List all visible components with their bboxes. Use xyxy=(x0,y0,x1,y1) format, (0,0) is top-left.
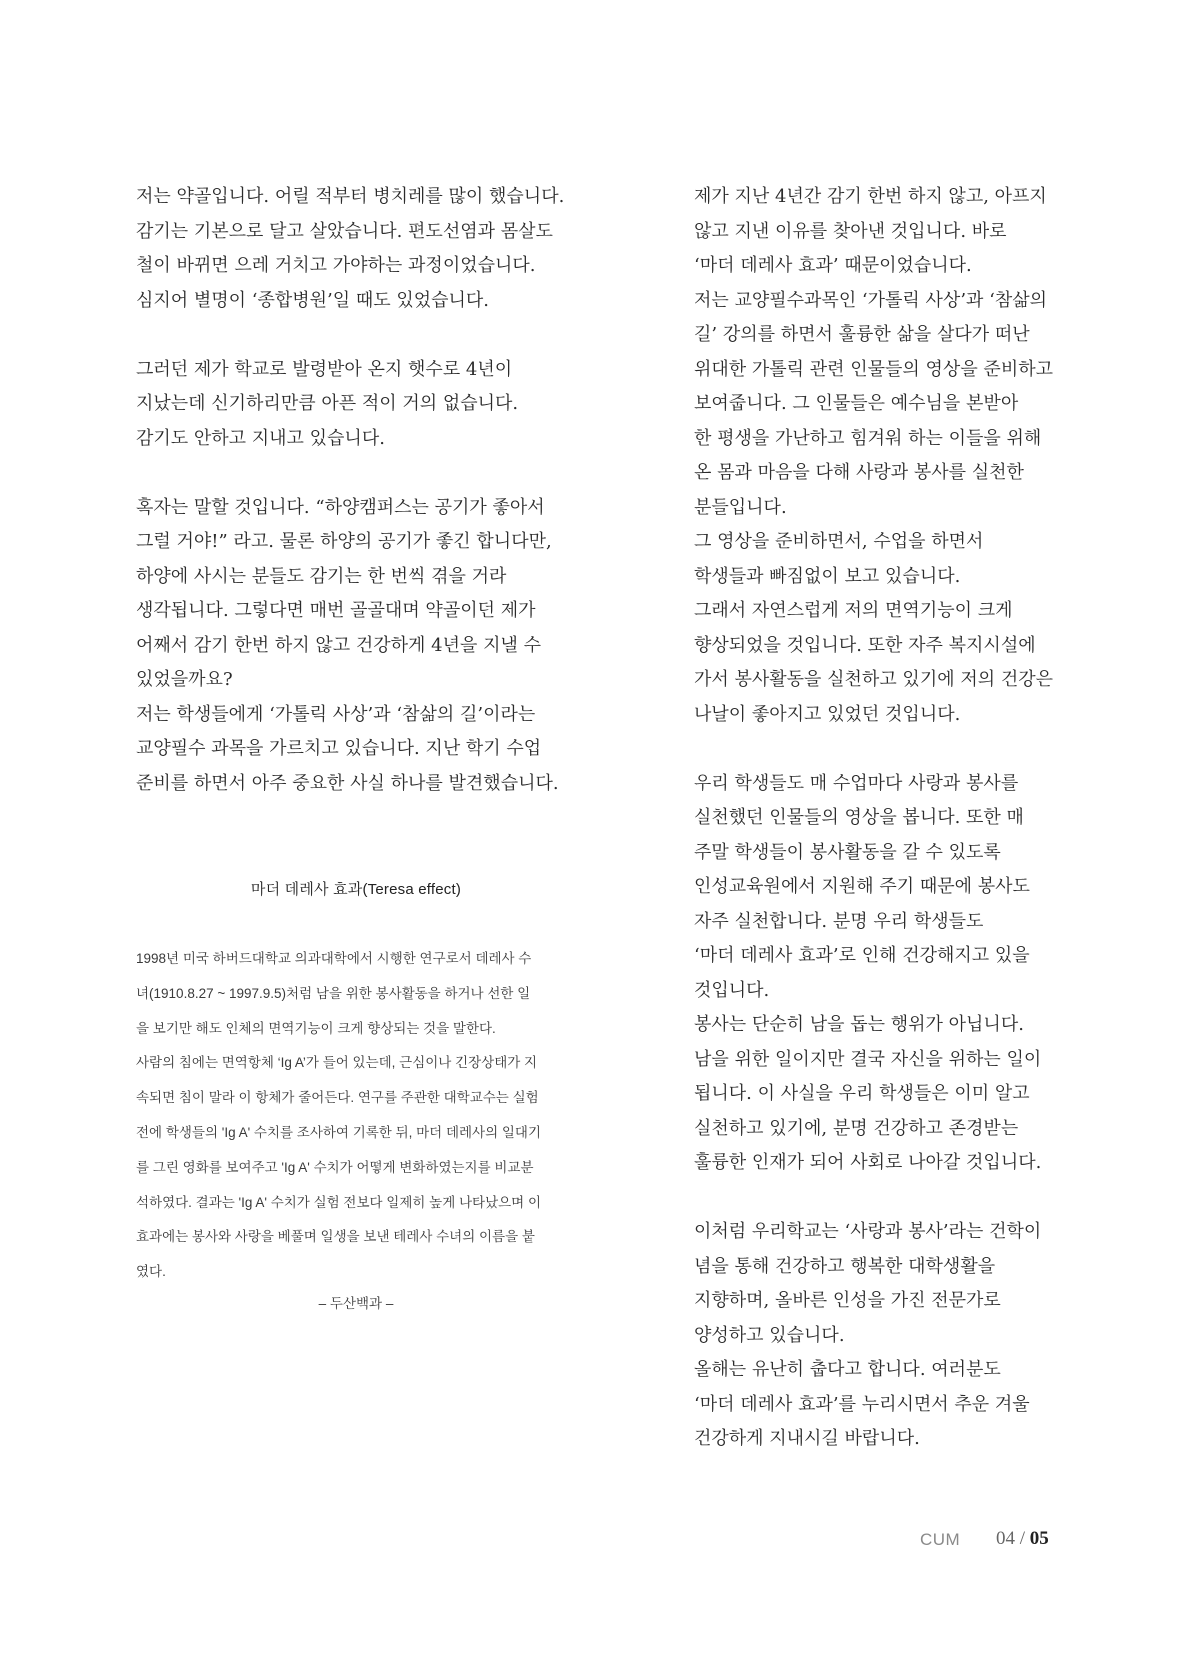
text-line: 혹자는 말할 것입니다. “하양캠퍼스는 공기가 좋아서 xyxy=(136,496,545,518)
text-line: ‘마더 데레사 효과’로 인해 건강해지고 있을 xyxy=(694,945,1030,966)
page-numbers xyxy=(996,1528,1049,1550)
text-line: ‘마더 데레사 효과’를 누리시면서 추운 겨울 xyxy=(694,1393,1030,1415)
sidebar-body xyxy=(136,942,586,1290)
sidebar-line: 속되면 침이 말라 이 항체가 줄어든다. 연구를 주관한 대학교수는 실험 xyxy=(136,1090,539,1106)
text-line: 철이 바뀌면 으레 거치고 가야하는 과정이었습니다. xyxy=(136,255,536,276)
text-line: 저는 학생들에게 ‘가톨릭 사상’과 ‘참삶의 길’이라는 xyxy=(136,703,536,725)
text-line: 준비를 하면서 아주 중요한 사실 하나를 발견했습니다. xyxy=(136,772,559,794)
text-line: 있었을까요? xyxy=(136,669,233,690)
text-line: 저는 약골입니다. 어릴 적부터 병치레를 많이 했습니다. xyxy=(136,186,565,207)
text-line: 하양에 사시는 분들도 감기는 한 번씩 겪을 거라 xyxy=(136,565,507,587)
text-line: 그럴 거야!” 라고. 물론 하양의 공기가 좋긴 합니다만, xyxy=(136,531,552,552)
text-line: 건강하게 지내시길 바랍니다. xyxy=(694,1428,920,1449)
text-line: 제가 지난 4년간 감기 한번 하지 않고, 아프지 xyxy=(694,186,1047,207)
paragraph-gap xyxy=(694,1181,1074,1216)
text-line: 봉사는 단순히 남을 돕는 행위가 아닙니다. xyxy=(694,1014,1024,1035)
text-line: 감기는 기본으로 달고 살았습니다. 편도선염과 몸살도 xyxy=(136,220,553,242)
left-paragraph-1 xyxy=(136,180,576,318)
text-line: 위대한 가톨릭 관련 인물들의 영상을 준비하고 xyxy=(694,358,1053,380)
paragraph-gap xyxy=(136,456,576,491)
paragraph-gap xyxy=(694,732,1074,767)
page-separator: / xyxy=(1019,1528,1026,1549)
sidebar-line: 를 그린 영화를 보여주고 'Ig A' 수치가 어떻게 변화하였는지를 비교분 xyxy=(136,1159,534,1175)
text-line: 것입니다. xyxy=(694,979,770,1001)
magazine-brand: CUM xyxy=(920,1530,961,1549)
text-line: 됩니다. 이 사실을 우리 학생들은 이미 알고 xyxy=(694,1083,1030,1104)
sidebar-title: 마더 데레사 효과(Teresa effect) xyxy=(250,881,462,898)
text-line: 생각됩니다. 그렇다면 매번 골골대며 약골이던 제가 xyxy=(136,600,536,621)
text-line: 실천했던 인물들의 영상을 봅니다. 또한 매 xyxy=(694,807,1024,828)
text-line: 훌륭한 인재가 되어 사회로 나아갈 것입니다. xyxy=(694,1152,1042,1173)
page-number-right: 05 xyxy=(1029,1528,1049,1549)
sidebar-line: 1998년 미국 하버드대학교 의과대학에서 시행한 연구로서 데레사 수 xyxy=(136,951,532,966)
text-line: 양성하고 있습니다. xyxy=(694,1324,845,1346)
sidebar-line: 전에 학생들의 'Ig A' 수치를 조사하여 기록한 뒤, 마더 데레사의 일대기 xyxy=(136,1124,541,1140)
paragraph-gap xyxy=(136,318,576,353)
text-line: 올해는 유난히 춥다고 합니다. 여러분도 xyxy=(694,1359,1001,1380)
text-line: 지났는데 신기하리만큼 아픈 적이 거의 없습니다. xyxy=(136,393,519,414)
sidebar-line: 사람의 침에는 면역항체 ‘Ig A’가 들어 있는데, 근심이나 긴장상태가 지 xyxy=(136,1055,538,1071)
text-line: 주말 학생들이 봉사활동을 갈 수 있도록 xyxy=(694,841,1001,863)
text-line: 분들입니다. xyxy=(694,496,787,518)
right-paragraph-1 xyxy=(694,180,1074,732)
page-footer xyxy=(920,1528,1070,1558)
text-line: 길’ 강의를 하면서 훌륭한 삶을 살다가 떠난 xyxy=(694,324,1030,345)
text-line: 나날이 좋아지고 있었던 것입니다. xyxy=(694,703,961,725)
right-paragraph-2 xyxy=(694,767,1074,1181)
text-line: 한 평생을 가난하고 힘겨워 하는 이들을 위해 xyxy=(694,427,1042,449)
text-line: ‘마더 데레사 효과’ 때문이었습니다. xyxy=(694,255,972,276)
text-line: 보여줍니다. 그 인물들은 예수님을 본받아 xyxy=(694,393,1019,414)
right-column xyxy=(694,180,1074,1457)
text-line: 감기도 안하고 지내고 있습니다. xyxy=(136,427,385,449)
page-number-left: 04 xyxy=(996,1528,1015,1549)
text-line: 그 영상을 준비하면서, 수업을 하면서 xyxy=(694,531,984,552)
text-line: 않고 지낸 이유를 찾아낸 것입니다. 바로 xyxy=(694,220,1007,242)
sidebar-line: 녀(1910.8.27 ~ 1997.9.5)처럼 남을 위한 봉사활동을 하거나 선한 일 xyxy=(136,985,531,1001)
text-line: 온 몸과 마음을 다해 사랑과 봉사를 실천한 xyxy=(694,462,1024,483)
left-paragraph-3 xyxy=(136,491,576,802)
sidebar-line: 석하였다. 결과는 'Ig A' 수치가 실험 전보다 일제히 높게 나타났으며 이 xyxy=(136,1194,541,1210)
text-line: 념을 통해 건강하고 행복한 대학생활을 xyxy=(694,1255,996,1277)
text-line: 우리 학생들도 매 수업마다 사랑과 봉사를 xyxy=(694,772,1019,794)
text-line: 인성교육원에서 지원해 주기 때문에 봉사도 xyxy=(694,876,1030,897)
sidebar-line: 을 보기만 해도 인체의 면역기능이 크게 향상되는 것을 말한다. xyxy=(136,1020,496,1036)
sidebar-source: – 두산백과 – xyxy=(318,1296,394,1311)
right-paragraph-3 xyxy=(694,1215,1074,1457)
text-line: 그래서 자연스럽게 저의 면역기능이 크게 xyxy=(694,600,1013,621)
text-line: 실천하고 있기에, 분명 건강하고 존경받는 xyxy=(694,1117,1019,1139)
text-line: 가서 봉사활동을 실천하고 있기에 저의 건강은 xyxy=(694,669,1053,690)
text-line: 향상되었을 것입니다. 또한 자주 복지시설에 xyxy=(694,634,1036,656)
text-line: 남을 위한 일이지만 결국 자신을 위하는 일이 xyxy=(694,1048,1042,1070)
text-line: 저는 교양필수과목인 ‘가톨릭 사상’과 ‘참삶의 xyxy=(694,289,1048,311)
text-line: 교양필수 과목을 가르치고 있습니다. 지난 학기 수업 xyxy=(136,738,542,759)
left-column xyxy=(136,180,576,801)
text-line: 심지어 별명이 ‘종합병원’일 때도 있었습니다. xyxy=(136,289,490,311)
text-line: 학생들과 빠짐없이 보고 있습니다. xyxy=(694,565,961,587)
text-line: 이처럼 우리학교는 ‘사랑과 봉사’라는 건학이 xyxy=(694,1221,1042,1242)
left-paragraph-2 xyxy=(136,353,576,457)
text-line: 그러던 제가 학교로 발령받아 온지 햇수로 4년이 xyxy=(136,358,513,380)
text-line: 지향하며, 올바른 인성을 가진 전문가로 xyxy=(694,1290,1001,1311)
sidebar-line: 효과에는 봉사와 사랑을 베풀며 일생을 보낸 테레사 수녀의 이름을 붙 xyxy=(136,1229,535,1245)
text-line: 자주 실천합니다. 분명 우리 학생들도 xyxy=(694,910,984,932)
text-line: 어째서 감기 한번 하지 않고 건강하게 4년을 지낼 수 xyxy=(136,634,541,656)
sidebar-line: 였다. xyxy=(136,1264,166,1280)
